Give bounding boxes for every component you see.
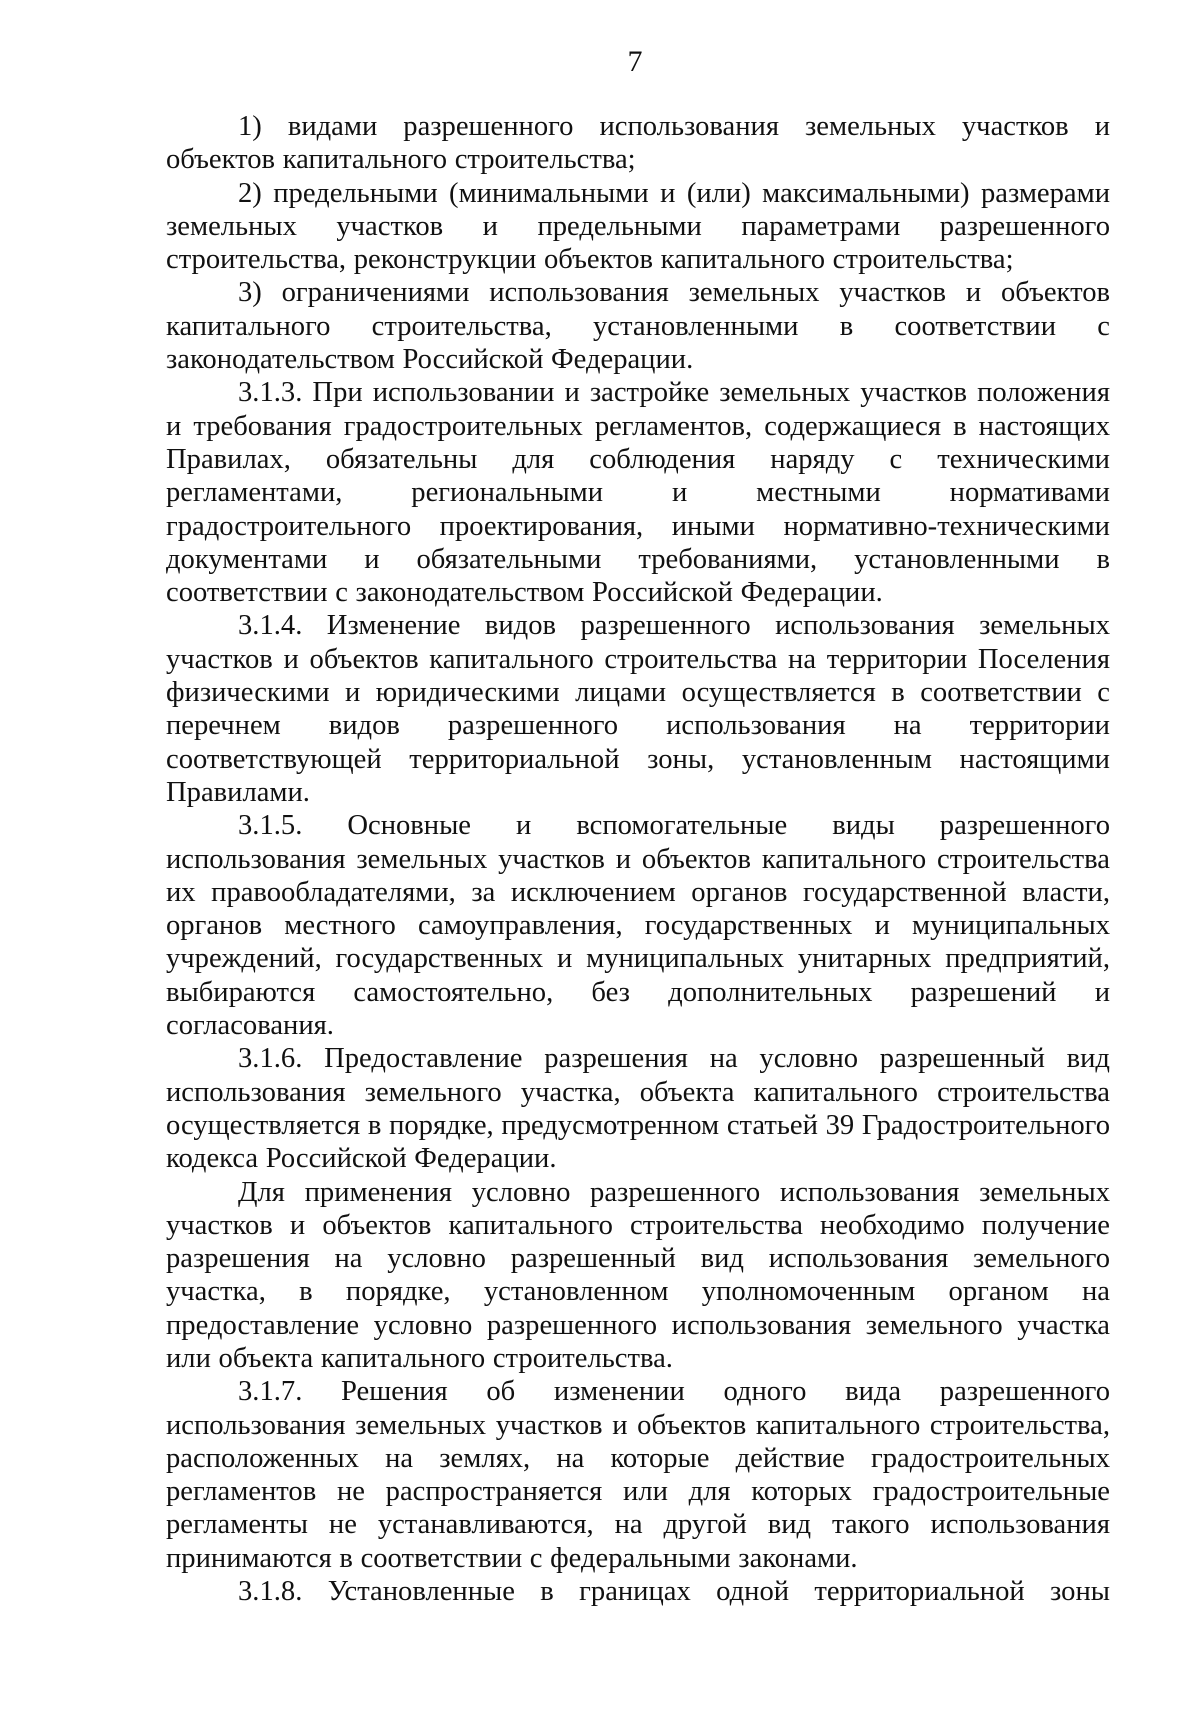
paragraph-3-1-8: 3.1.8. Установленные в границах одной территориальной зоны [238, 1576, 1110, 1608]
paragraph-item-1: 1) видами разрешенного использования земельных участков и объектов капитального строительства; [166, 111, 1110, 176]
page-number: 7 [627, 45, 643, 78]
paragraph-3-1-6: 3.1.6. Предоставление разрешения на условно разрешенный вид использования земельного участка, объекта капитального строительства осуществляется в порядке, предусмотренном статьей 39 Градостроительного кодекса Российской Федерации. [166, 1043, 1110, 1175]
paragraph-conditional-use: Для применения условно разрешенного использования земельных участков и объектов капитального строительства необходимо получение разрешения на условно разрешенный вид использования земельного участка, в порядке, установленном уполномоченным органом на предоставление условно разрешенного использования земельного участка или объекта капитального строительства. [166, 1176, 1110, 1374]
paragraph-3-1-4: 3.1.4. Изменение видов разрешенного использования земельных участков и объектов капитального строительства на территории Поселения физическими и юридическими лицами осуществляется в соответствии с перечнем видов разрешенного использования на территории соответствующей территориальной зоны, установленным настоящими Правилами. [166, 610, 1110, 808]
paragraph-item-3: 3) ограничениями использования земельных участков и объектов капитального строительства, установленными в соответствии с законодательством Российской Федерации. [166, 277, 1110, 376]
paragraph-item-2: 2) предельными (минимальными и (или) максимальными) размерами земельных участков и предельными параметрами разрешенного строительства, реконструкции объектов капитального строительства; [166, 177, 1110, 276]
document-body [166, 110, 1110, 1608]
paragraph-3-1-7: 3.1.7. Решения об изменении одного вида разрешенного использования земельных участков и объектов капитального строительства, расположенных на землях, на которые действие градостроительных регламентов не распространяется или для которых градостроительные регламенты не устанавливаются, на другой вид такого использования принимаются в соответствии с федеральными законами. [166, 1376, 1110, 1574]
paragraph-3-1-5: 3.1.5. Основные и вспомогательные виды разрешенного использования земельных участков и объектов капитального строительства их правообладателями, за исключением органов государственной власти, органов местного самоуправления, государственных и муниципальных учреждений, государственных и муниципальных унитарных предприятий, выбираются самостоятельно, без дополнительных разрешений и согласования. [166, 810, 1110, 1042]
paragraph-3-1-3: 3.1.3. При использовании и застройке земельных участков положения и требования градостроительных регламентов, содержащиеся в настоящих Правилах, обязательны для соблюдения наряду с техническими регламентами, региональными и местными нормативами градостроительного проектирования, иными нормативно-техническими документами и обязательными требованиями, установленными в соответствии с законодательством Российской Федерации. [166, 377, 1110, 609]
